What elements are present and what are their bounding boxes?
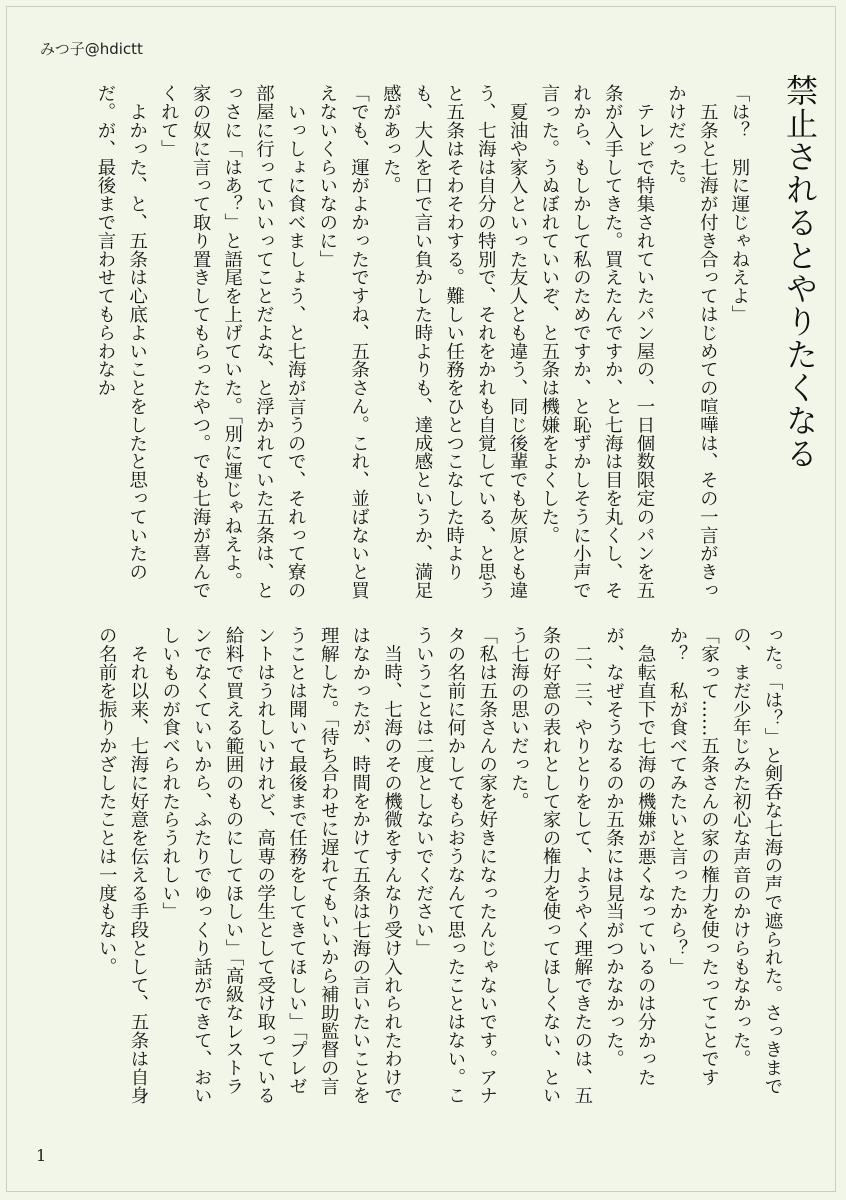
author-name: みつ子@hdictt — [40, 40, 143, 58]
paragraph: 夏油や家入といった友人とも違う、同じ後輩でも灰原とも違う、七海は自分の特別で、それをかれも自覚している、と思うと五条はそわそわする。難しい任務をひとつこなした時よりも、大人を口で言い負かした時よりも、達成感というか、満足感があった。 — [380, 84, 529, 600]
paragraph: それ以来、七海に好意を伝える手段として、五条は自身の名前を振りかざしたことは一度もない。 — [96, 626, 149, 1105]
paragraph: 「は？ 別に運じゃねえよ」 — [729, 84, 750, 324]
paragraph: いっしょに食べましょう、と七海が言うので、それって寮の部屋に行っていいってことだよな、と浮かれていた五条は、とっさに「はあ？」と語尾を上げていた。「別に運じゃねえよ。家の奴に言って取り置きしてもらったやつ。でも七海が喜んでくれて」 — [158, 84, 307, 600]
paragraph: 「家って……五条さんの家の権力を使ったってことですか？ 私が食べてみたいと言ったから？」 — [666, 626, 720, 1086]
paragraph: 「でも、運がよかったですね、五条さん。これ、並ばないと買えないくらいなのに」 — [316, 84, 370, 600]
page-number: 1 — [36, 1146, 47, 1165]
lower-text-block — [91, 626, 788, 1108]
paragraph: よかった、と、五条は心底よいことをしたと思っていたのだ。が、最後まで言わせてもらわなか — [94, 84, 148, 581]
paragraph: 五条と七海が付き合ってはじめての喧嘩は、その一言がきっかけだった。 — [665, 84, 719, 600]
upper-text-block — [89, 84, 755, 602]
paragraph: 当時、七海のその機微をすんなり受け入れられたわけではなかったが、時間をかけて五条は七海の言いたいことを理解した。「待ち合わせに遅れてもいいから補助監督の言うことは聞いて最後まで任務をしてきてほしい」「プレゼントはうれしいけれど、高専の学生として受け取っている給料で買える範囲のものにしてほしい」「高級なレストランでなくていいから、ふたりでゆっくり話ができて、おいしいものが食べられたらうれしい」 — [159, 626, 403, 1105]
paragraph: 二、三、やりとりをして、ようやく理解できたのは、五条の好意の表れとして家の権力を使ってほしくない、という七海の思いだった。 — [508, 626, 593, 1105]
paragraph: 急転直下で七海の機嫌が悪くなっているのは分かったが、なぜそうなるのか五条には見当がつかなかった。 — [603, 626, 657, 1086]
story-title: 禁止されるとやりたくなる — [781, 74, 819, 470]
paragraph: 「私は五条さんの家を好きになったんじゃないです。アナタの名前に何かしてもらおうなんて思ったことはない。こういうことは二度としないでください」 — [413, 626, 498, 1105]
paragraph: った。「は？」と剣呑な七海の声で遮られた。さっきまでの、まだ少年じみた初心な声音のかけらもなかった。 — [730, 626, 783, 1096]
paragraph: テレビで特集されていたパン屋の、一日個数限定のパンを五条が入手してきた。買えたんですか、と七海は目を丸くし、それから、もしかして私のためですか、と恥ずかしそうに小声で言った。うぬぼれていいぞ、と五条は機嫌をよくした。 — [538, 84, 655, 600]
